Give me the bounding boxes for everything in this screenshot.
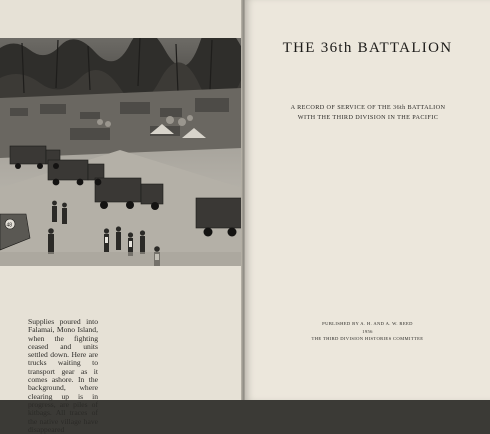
publisher-line: PUBLISHED BY A. H. AND A. W. REED: [322, 321, 413, 326]
wartime-photograph: [0, 38, 242, 266]
book-title: THE 36th BATTALION: [282, 40, 453, 56]
left-page: [0, 0, 242, 434]
subtitle-line-1: A RECORD OF SERVICE OF THE 36th BATTALION: [290, 104, 446, 111]
photo-caption: Supplies poured into Falamai, Mono Island, when the fighting ceased and units settled down. Here are trucks waiting to transport gear as it comes ashore. In the background, where clearing up is in progress, are piles of kitbags. All traces of the native village have disappeared: [28, 317, 98, 434]
publisher-imprint: [260, 320, 475, 343]
svg-text:48: 48: [6, 222, 13, 229]
subtitle-line-2: WITH THE THIRD DIVISION IN THE PACIFIC: [297, 113, 439, 121]
committee-line: THE THIRD DIVISION HISTORIES COMMITTEE: [311, 336, 424, 342]
photo-illustration: [0, 38, 242, 266]
publication-year: 1956: [362, 328, 373, 334]
book-subtitle: [268, 103, 468, 122]
